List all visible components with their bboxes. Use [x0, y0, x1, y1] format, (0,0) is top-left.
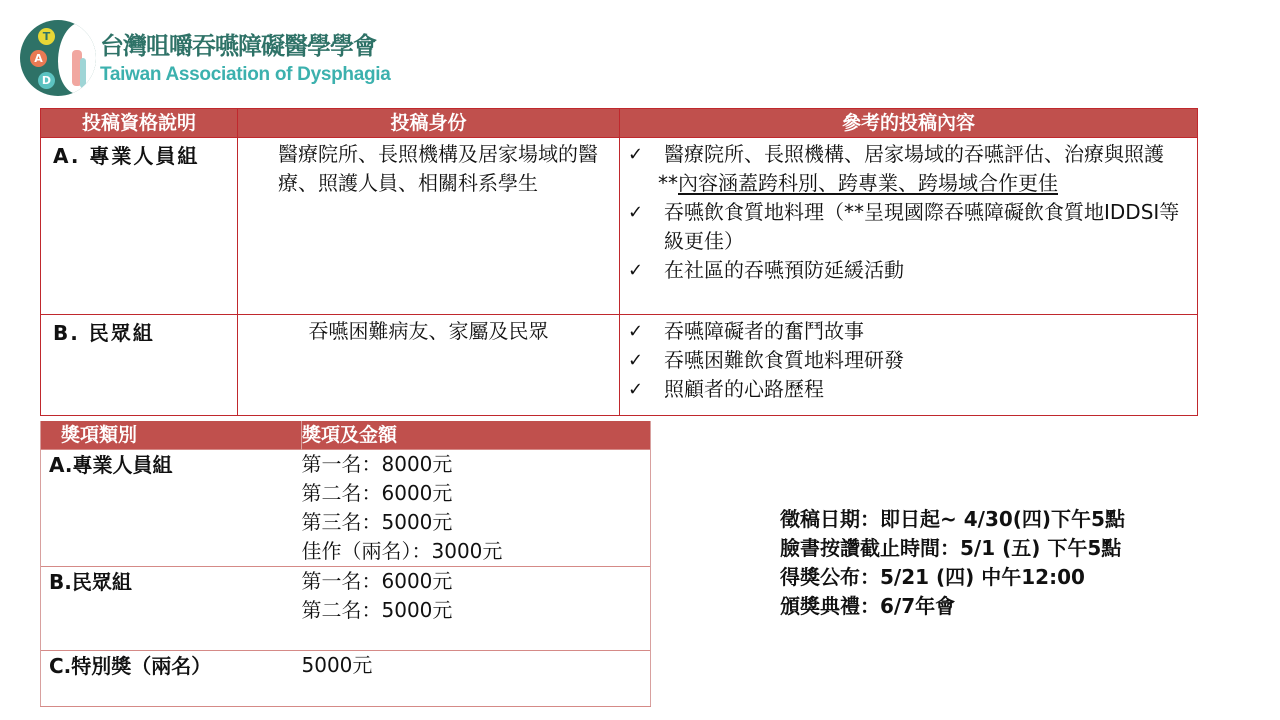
table-row: [41, 651, 651, 707]
check-icon: ✓: [628, 260, 644, 281]
header-eligibility: 投稿資格說明: [41, 109, 238, 138]
list-item: ✓ 吞嚥飲食質地料理（**呈現國際吞嚥障礙飲食質地IDDSI等級更佳）: [628, 198, 1189, 256]
identity-cell: 吞嚥困難病友、家屬及民眾: [238, 315, 620, 416]
identity-cell: 醫療院所、長照機構及居家場域的醫療、照護人員、相關科系學生: [238, 138, 620, 315]
table-header-row: [41, 109, 1198, 138]
header-content: 參考的投稿內容: [620, 109, 1198, 138]
table-row: [41, 138, 1198, 315]
logo-emblem: [20, 20, 96, 96]
content-cell: [620, 315, 1198, 416]
badge-t: T: [38, 28, 55, 45]
header-award-amount: 獎項及金額: [302, 421, 651, 450]
table-row: [41, 315, 1198, 416]
schedule-info: [780, 505, 1125, 621]
check-icon: ✓: [628, 321, 644, 342]
org-name-english: Taiwan Association of Dysphagia: [100, 64, 391, 85]
winner-announcement: 得獎公布：5/21 (四) 中午12:00: [780, 565, 1085, 589]
badge-d: D: [38, 72, 55, 89]
check-icon: ✓: [628, 202, 644, 223]
org-name-chinese: 台灣咀嚼吞嚥障礙醫學學會: [100, 32, 376, 60]
list-item: ✓ 吞嚥困難飲食質地料理研發: [628, 346, 1189, 375]
award-amount-cell: 5000元: [302, 651, 651, 707]
header-identity: 投稿身份: [238, 109, 620, 138]
category-cell: B. 民眾組: [41, 315, 238, 416]
check-icon: ✓: [628, 379, 644, 400]
list-item: ✓ 照顧者的心路歷程: [628, 375, 1189, 404]
facebook-like-deadline: 臉書按讚截止時間：5/1 (五) 下午5點: [780, 536, 1122, 560]
submission-period: 徵稿日期：即日起~ 4/30(四)下午5點: [780, 507, 1125, 531]
award-amount-cell: 第一名：8000元 第二名：6000元 第三名：5000元 佳作（兩名）：3000元: [302, 450, 651, 567]
esophagus-icon: [80, 58, 86, 88]
eligibility-table: [40, 108, 1198, 416]
category-cell: A. 專業人員組: [41, 138, 238, 315]
association-logo: [20, 20, 400, 100]
list-item: ✓ 在社區的吞嚥預防延緩活動: [628, 256, 1189, 285]
awards-table: [40, 421, 651, 707]
award-category-cell: C.特別獎（兩名）: [41, 651, 302, 707]
award-category-cell: A.專業人員組: [41, 450, 302, 567]
header-award-category: 獎項類別: [41, 421, 302, 450]
award-category-cell: B.民眾組: [41, 567, 302, 651]
content-cell: [620, 138, 1198, 315]
list-item: ✓ 吞嚥障礙者的奮鬥故事: [628, 317, 1189, 346]
table-row: [41, 450, 651, 567]
table-row: [41, 567, 651, 651]
check-icon: ✓: [628, 144, 644, 165]
list-item: ✓ 醫療院所、長照機構、居家場域的吞嚥評估、治療與照護: [628, 140, 1189, 169]
check-icon: ✓: [628, 350, 644, 371]
collaboration-note: **內容涵蓋跨科別、跨專業、跨場域合作更佳: [658, 171, 1058, 195]
award-ceremony: 頒獎典禮：6/7年會: [780, 594, 956, 618]
badge-a: A: [30, 50, 47, 67]
table-header-row: [41, 421, 651, 450]
award-amount-cell: 第一名：6000元 第二名：5000元: [302, 567, 651, 651]
